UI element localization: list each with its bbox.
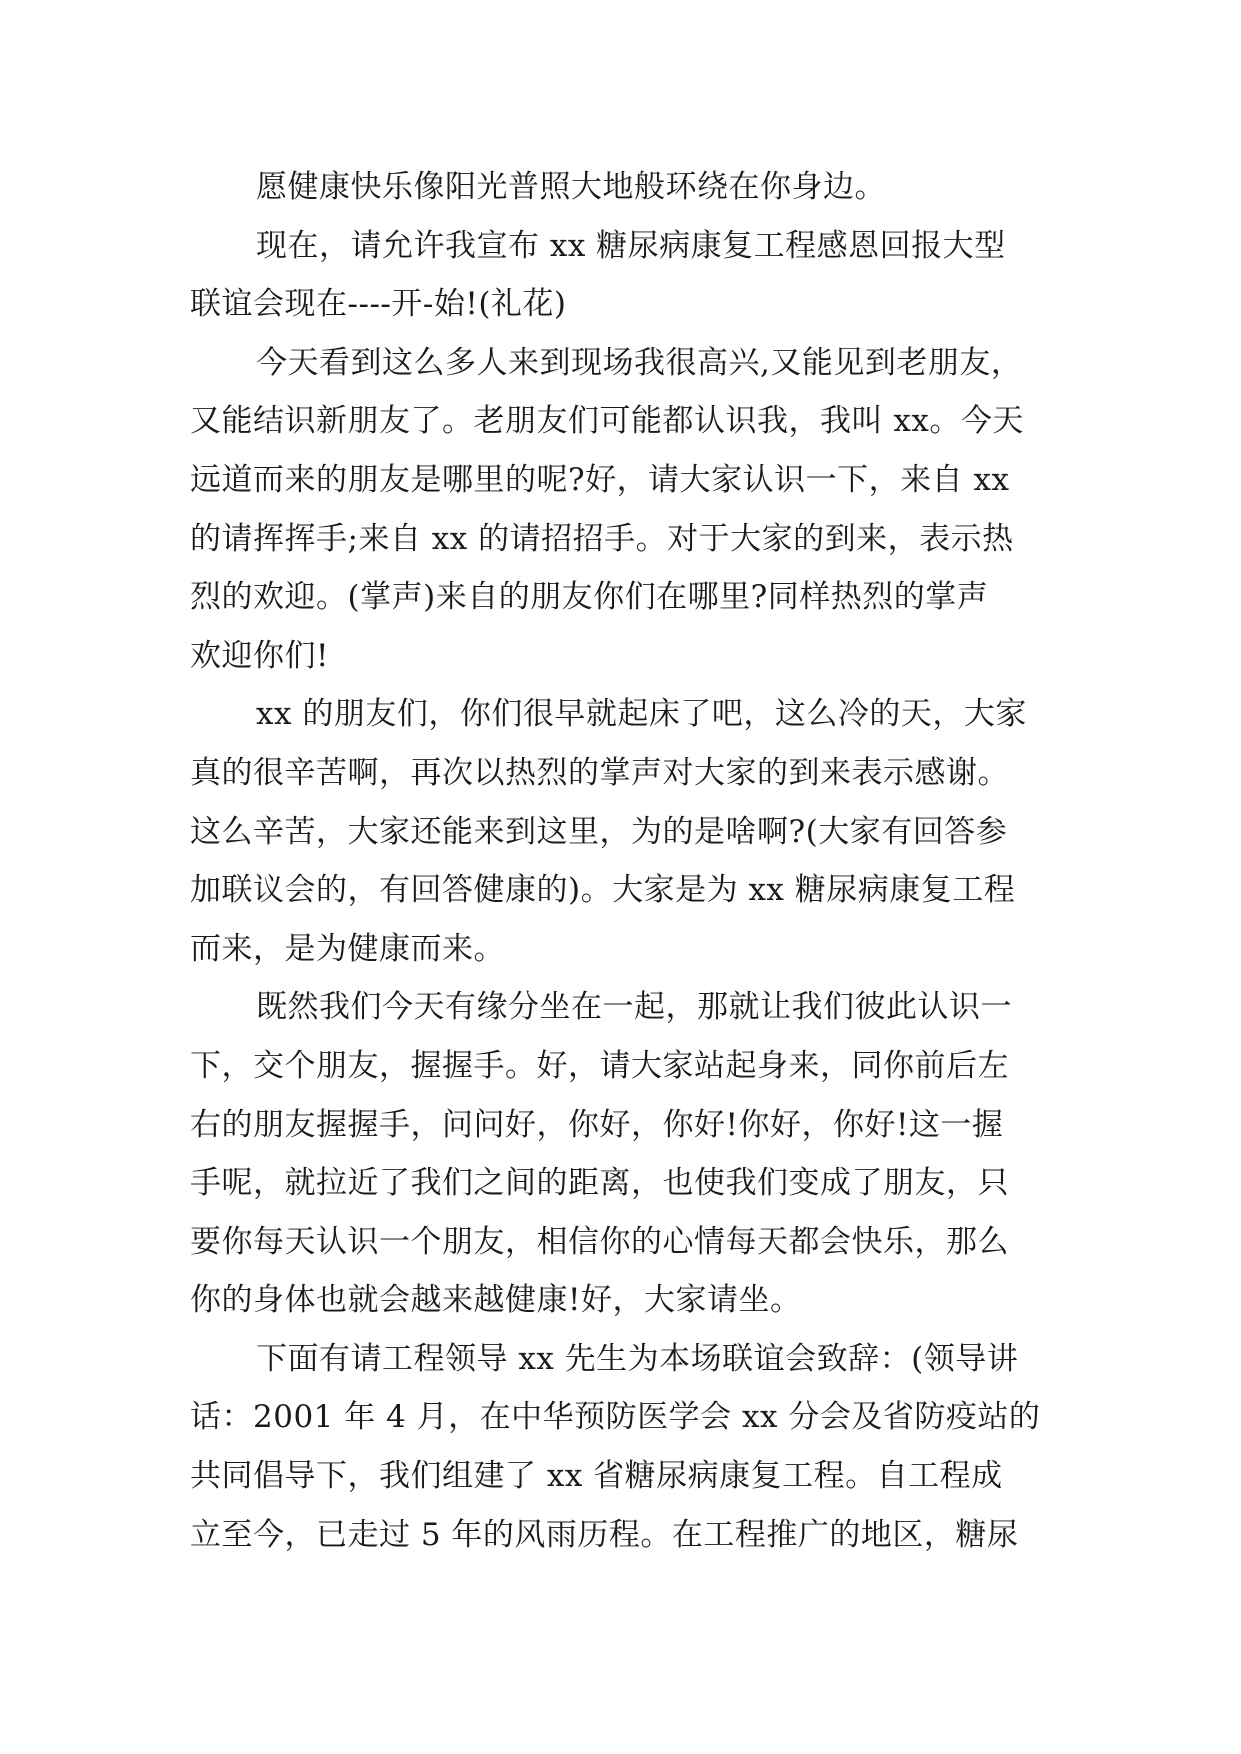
text-line: xx 的朋友们，你们很早就起床了吧，这么冷的天，大家 [256,696,1027,733]
text-line: 愿健康快乐像阳光普照大地般环绕在你身边。 [256,169,886,205]
text-line: 今天看到这么多人来到现场我很高兴,又能见到老朋友， [256,344,1023,381]
text-line: 欢迎你们! [190,637,329,674]
text-line: 真的很辛苦啊，再次以热烈的掌声对大家的到来表示感谢。 [190,754,1009,791]
text-line: 手呢，就拉近了我们之间的距离，也使我们变成了朋友，只 [190,1165,1009,1202]
text-line: 要你每天认识一个朋友，相信你的心情每天都会快乐，那么 [190,1223,1009,1260]
text-line: 立至今，已走过 5 年的风雨历程。在工程推广的地区，糖尿 [190,1516,1019,1553]
text-line: 现在，请允许我宣布 xx 糖尿病康复工程感恩回报大型 [256,227,1006,264]
text-line: 右的朋友握握手，问问好，你好，你好!你好，你好!这一握 [190,1106,1004,1143]
text-line: 又能结识新朋友了。老朋友们可能都认识我，我叫 xx。今天 [190,403,1024,440]
text-line: 既然我们今天有缘分坐在一起，那就让我们彼此认识一 [256,989,1012,1026]
text-line: 这么辛苦，大家还能来到这里，为的是啥啊?(大家有回答参 [190,813,1008,850]
text-line: 的请挥挥手;来自 xx 的请招招手。对于大家的到来，表示热 [190,520,1014,557]
text-line: 而来，是为健康而来。 [190,930,505,967]
document-body [190,158,1060,1564]
text-line: 你的身体也就会越来越健康!好，大家请坐。 [190,1282,802,1319]
text-line: 共同倡导下，我们组建了 xx 省糖尿病康复工程。自工程成 [190,1458,1003,1495]
text-line: 加联议会的，有回答健康的)。大家是为 xx 糖尿病康复工程 [190,872,1016,909]
text-line: 联谊会现在----开-始!(礼花) [190,286,567,323]
text-line: 下，交个朋友，握握手。好，请大家站起身来，同你前后左 [190,1047,1009,1084]
text-line: 远道而来的朋友是哪里的呢?好，请大家认识一下，来自 xx [190,461,1010,498]
text-line: 下面有请工程领导 xx 先生为本场联谊会致辞：(领导讲 [256,1340,1019,1377]
text-line: 话：2001 年 4 月，在中华预防医学会 xx 分会及省防疫站的 [190,1399,1041,1436]
text-line: 烈的欢迎。(掌声)来自的朋友你们在哪里?同样热烈的掌声 [190,579,989,616]
